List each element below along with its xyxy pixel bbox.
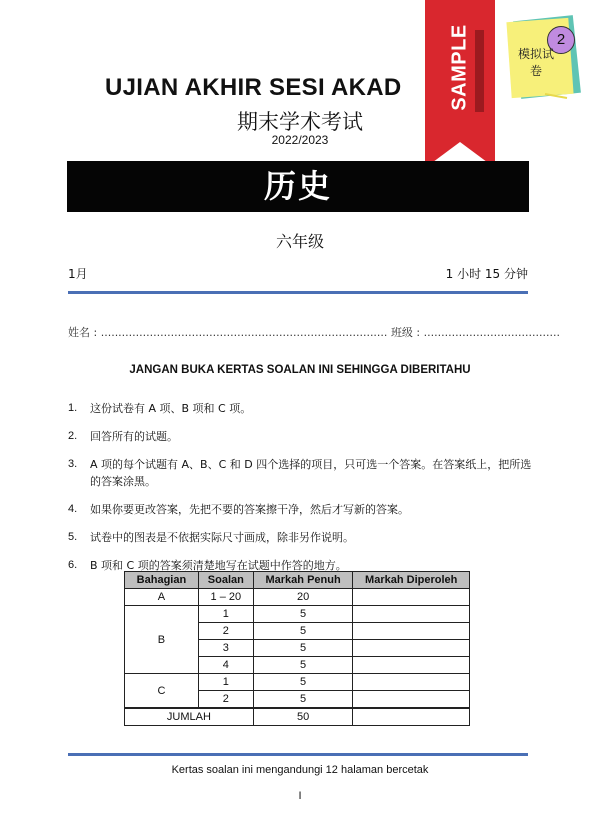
table-header-row: [125, 572, 470, 589]
section-cell: C: [125, 674, 199, 709]
full-marks-cell: 5: [253, 606, 353, 623]
full-marks-cell: 20: [253, 589, 353, 606]
section-cell: A: [125, 589, 199, 606]
obtained-marks-cell[interactable]: [353, 640, 470, 657]
sticky-note-text: 模拟试卷: [517, 47, 554, 78]
name-label: 姓名 :: [68, 326, 98, 339]
do-not-open-warning: JANGAN BUKA KERTAS SOALAN INI SEHINGGA DIBERITAHU: [129, 364, 471, 376]
obtained-marks-cell[interactable]: [353, 589, 470, 606]
header-markah-penuh: Markah Penuh: [253, 572, 353, 589]
obtained-marks-cell[interactable]: [353, 674, 470, 691]
question-cell: 2: [198, 623, 253, 640]
table-row: [125, 589, 470, 606]
full-marks-cell: 5: [253, 623, 353, 640]
question-cell: 3: [198, 640, 253, 657]
question-cell: 1: [198, 606, 253, 623]
full-marks-cell: 5: [253, 657, 353, 674]
exam-title-chinese: 期末学术考试: [237, 110, 363, 134]
instruction-item: 4. 如果你要更改答案，先把不要的答案擦干净，然后才写新的答案。: [68, 503, 409, 516]
full-marks-cell: 5: [253, 674, 353, 691]
question-cell: 1 – 20: [198, 589, 253, 606]
question-cell: 2: [198, 691, 253, 709]
sample-ribbon-label: SAMPLE: [448, 23, 471, 111]
exam-duration: 1 小时 15 分钟: [445, 267, 528, 281]
header-bahagian: Bahagian: [125, 572, 199, 589]
table-row: [125, 606, 470, 623]
full-marks-cell: 5: [253, 640, 353, 657]
marks-table: [124, 571, 470, 726]
instructions-list: [68, 400, 538, 585]
total-obtained-cell[interactable]: [353, 708, 470, 726]
table-total-row: [125, 708, 470, 726]
page-number: I: [298, 790, 302, 802]
class-field: .......................................: [423, 326, 561, 339]
divider-bottom: [68, 753, 528, 756]
exam-month: 1月: [68, 267, 88, 281]
name-field: ..................................................................................: [100, 326, 388, 339]
subject-banner: 历史: [67, 161, 529, 212]
instruction-item: 3. A 项的每个试题有 A、B、C 和 D 四个选择的项目，只可选一个答案。在答案纸上，把所选的答案涂黑。: [68, 458, 532, 488]
table-row: [125, 674, 470, 691]
obtained-marks-cell[interactable]: [353, 657, 470, 674]
student-info-row: [68, 324, 561, 340]
sticky-note-badge: 2: [547, 26, 575, 54]
exam-title: UJIAN AKHIR SESI AKAD: [105, 74, 402, 101]
total-label: JUMLAH: [125, 708, 254, 726]
question-cell: 4: [198, 657, 253, 674]
total-value: 50: [253, 708, 353, 726]
section-cell: B: [125, 606, 199, 674]
header-soalan: Soalan: [198, 572, 253, 589]
obtained-marks-cell[interactable]: [353, 623, 470, 640]
obtained-marks-cell[interactable]: [353, 606, 470, 623]
page-count-note: Kertas soalan ini mengandungi 12 halaman bercetak: [171, 764, 429, 776]
obtained-marks-cell[interactable]: [353, 691, 470, 709]
instruction-item: 6. B 项和 C 项的答案须清楚地写在试题中作答的地方。: [68, 559, 347, 572]
full-marks-cell: 5: [253, 691, 353, 709]
class-label: 班级 :: [390, 326, 421, 339]
academic-year: 2022/2023: [271, 133, 329, 147]
question-cell: 1: [198, 674, 253, 691]
instruction-item: 2. 回答所有的试题。: [68, 430, 178, 443]
divider-top: [68, 291, 528, 294]
header-markah-diperoleh: Markah Diperoleh: [353, 572, 470, 589]
grade-label: 六年级: [275, 232, 324, 251]
instruction-item: 5. 试卷中的图表是不依据实际尺寸画成，除非另作说明。: [68, 531, 354, 544]
instruction-item: 1. 这份试卷有 A 项、B 项和 C 项。: [68, 402, 252, 415]
